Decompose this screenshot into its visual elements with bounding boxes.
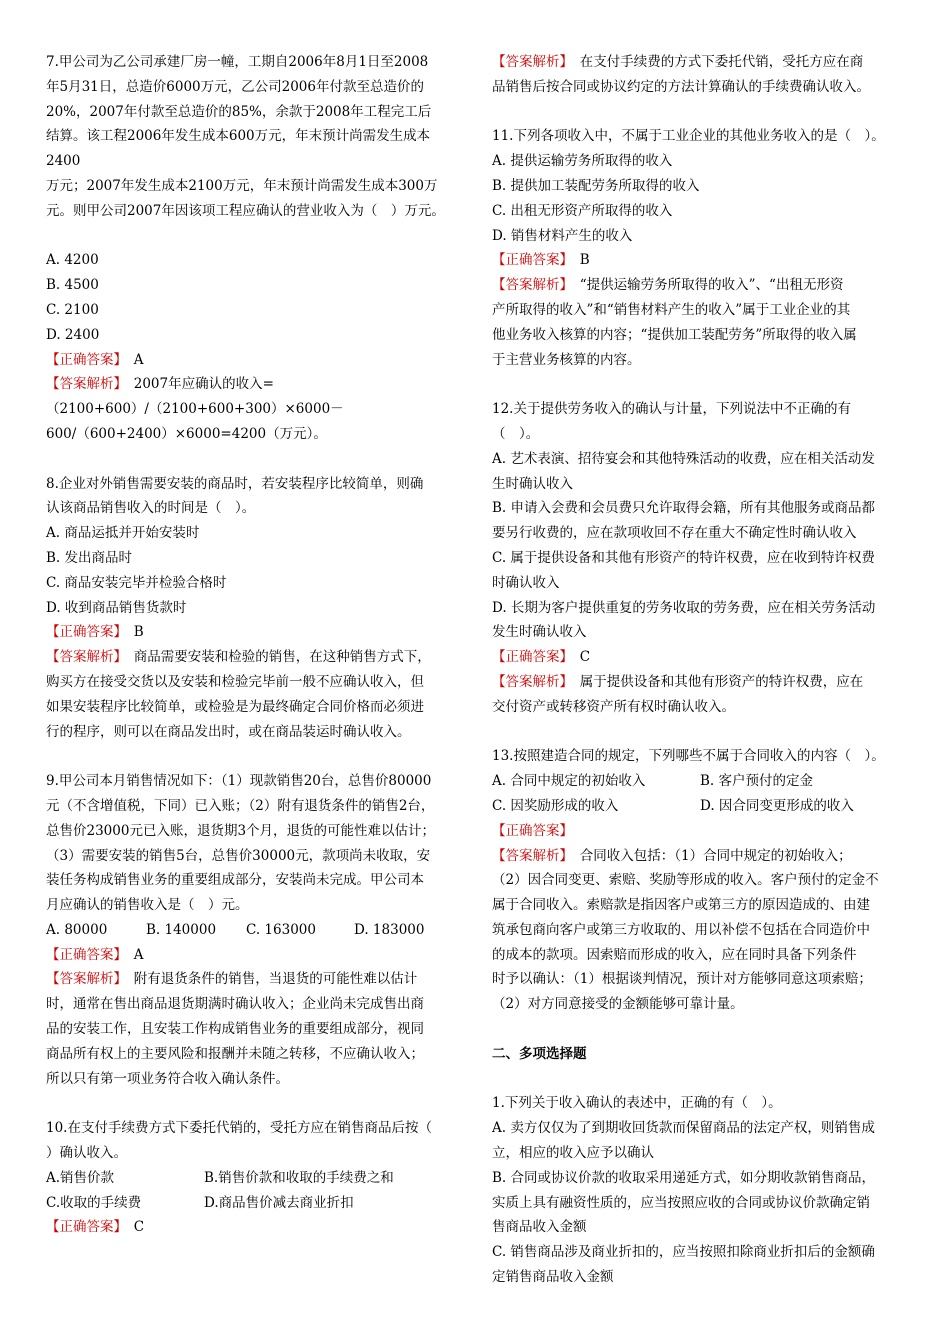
option-d: D. 长期为客户提供重复的劳务收取的劳务费，应在相关劳务活动: [492, 599, 876, 616]
option-a: A.销售价款: [46, 1169, 115, 1186]
answer-tag: 【正确答案】: [492, 252, 567, 269]
answer-value: A: [133, 351, 144, 368]
answer-tag: 【正确答案】: [46, 624, 121, 641]
option-a: A. 提供运输劳务所取得的收入: [492, 153, 673, 170]
question-stem-line: 7.甲公司为乙公司承建厂房一幢，工期自2006年8月1日至2008: [46, 54, 429, 70]
analysis-text: 属于合同收入。索赔款是指因客户或第三方的原因造成的、由建: [492, 897, 870, 914]
question-stem-line: 12.关于提供劳务收入的确认与计量，下列说法中不正确的有: [492, 401, 851, 418]
question-stem-line: 年5月31日，总造价6000万元，乙公司2006年付款至总造价的: [46, 78, 424, 95]
option-a: A. 商品运抵并开始安装时: [46, 525, 200, 542]
answer-tag: 【正确答案】: [46, 351, 121, 368]
analysis-text: 于主营业务核算的内容。: [492, 351, 641, 368]
analysis-tag: 【答案解析】: [492, 673, 567, 690]
option-d: D. 2400: [46, 326, 100, 343]
question-stem-line: 总售价23000元已入账，退货期3个月，退货的可能性难以估计；: [46, 822, 436, 839]
option-a-cont: 生时确认收入: [492, 475, 573, 492]
analysis-text: 行的程序，则可以在商品发出时，或在商品装运时确认收入。: [46, 723, 411, 740]
answer-tag: 【正确答案】: [492, 822, 573, 839]
analysis-text: 的成本的款项。因索赔而形成的收入，应在同时具备下列条件: [492, 946, 857, 963]
analysis-line: [46, 967, 462, 992]
option-d: D. 因合同变更形成的收入: [700, 797, 854, 814]
question-stem-line: 20%，2007年付款至总造价的85%，余款于2008年工程完工后: [46, 103, 432, 120]
option-c-cont: 定销售商品收入金额: [492, 1269, 614, 1286]
option-b: B. 140000: [146, 921, 217, 938]
question-stem-line: 9.甲公司本月销售情况如下：（1）现款销售20台，总售价80000: [46, 773, 432, 790]
option-c: C. 销售商品涉及商业折扣的，应当按照扣除商业折扣后的金额确: [492, 1244, 875, 1261]
analysis-text: 时予以确认：（1）根据谈判情况，预计对方能够同意这项索赔；: [492, 971, 872, 988]
question-stem-line: 10.在支付手续费方式下委托代销的，受托方应在销售商品后按（: [46, 1120, 432, 1137]
option-b-cont: 售商品收入金额: [492, 1219, 587, 1236]
analysis-line: [492, 844, 908, 869]
analysis-text: 属于提供设备和其他有形资产的特许权费，应在: [579, 673, 864, 690]
options-row: [46, 1191, 462, 1216]
question-stem-line: 结算。该工程2006年发生成本600万元，年末预计尚需发生成本: [46, 128, 431, 145]
analysis-text: 如果安装程序比较简单，或检验是为最终确定合同价格而必须进: [46, 698, 424, 715]
answer-tag: 【正确答案】: [46, 1219, 121, 1236]
answer-value: B: [579, 252, 590, 269]
analysis-tag: 【答案解析】: [46, 649, 121, 666]
option-c: C. 163000: [246, 921, 316, 938]
analysis-text: 商品需要安装和检验的销售，在这种销售方式下，: [133, 649, 431, 666]
analysis-tag: 【答案解析】: [492, 54, 567, 70]
question-stem-line: ）确认收入。: [46, 1145, 127, 1162]
analysis-text: 合同收入包括：（1）合同中规定的初始收入；: [579, 847, 852, 864]
option-b: B. 发出商品时: [46, 549, 133, 566]
analysis-text: 交付资产或转移资产所有权时确认收入。: [492, 698, 735, 715]
analysis-text: 商品所有权上的主要风险和报酬并未随之转移，不应确认收入；: [46, 1045, 424, 1062]
section-title: 二、多项选择题: [492, 1045, 587, 1062]
analysis-line: [492, 670, 908, 695]
question-stem-line: 装任务构成销售业务的重要组成部分，安装尚未完成。甲公司本: [46, 872, 424, 889]
analysis-tag: 【答案解析】: [492, 277, 567, 294]
option-c: C. 出租无形资产所取得的收入: [492, 202, 673, 219]
option-d: D. 收到商品销售货款时: [46, 599, 187, 616]
question-stem-line: 1.下列关于收入确认的表述中，正确的有（ ）。: [492, 1095, 782, 1112]
question-10: [46, 1116, 462, 1240]
question-stem-line: 元（不含增值税，下同）已入账；（2）附有退货条件的销售2台，: [46, 797, 435, 814]
question-stem-line: 11.下列各项收入中，不属于工业企业的其他业务收入的是（ ）。: [492, 128, 885, 145]
option-b: B. 4500: [46, 277, 99, 294]
question-7: [46, 50, 462, 447]
answer-line: [46, 620, 462, 645]
answer-line: [46, 943, 462, 968]
analysis-tag: 【答案解析】: [492, 847, 567, 864]
analysis-text: （2）对方同意接受的金额能够可靠计量。: [492, 996, 744, 1013]
question-10-analysis: [492, 50, 908, 100]
question-stem-line: 万元；2007年发生成本2100万元，年末预计尚需发生成本300万: [46, 177, 438, 194]
question-9: [46, 769, 462, 1091]
options-row: [46, 1166, 462, 1191]
question-stem-line: 13.按照建造合同的规定，下列哪些不属于合同收入的内容（ ）。: [492, 748, 885, 765]
analysis-text: 筑承包商向客户或第三方收取的、用以补偿不包括在合同造价中: [492, 921, 870, 938]
analysis-text: 600/（600+2400）×6000=4200（万元）。: [46, 425, 327, 442]
analysis-text: 所以只有第一项业务符合收入确认条件。: [46, 1070, 289, 1087]
question-stem-line: 8.企业对外销售需要安装的商品时，若安装程序比较简单，则确: [46, 475, 424, 492]
option-c: C. 因奖励形成的收入: [492, 797, 619, 814]
question-11: [492, 124, 908, 372]
option-d-cont: 发生时确认收入: [492, 624, 587, 641]
right-column: [492, 50, 908, 1290]
answer-line: [492, 248, 908, 273]
question-13: [492, 744, 908, 1017]
option-b: B. 合同或协议价款的收取采用递延方式，如分期收款销售商品，: [492, 1169, 876, 1186]
question-stem-line: 月应确认的销售收入是（ ）元。: [46, 897, 249, 914]
options-row: [46, 918, 462, 943]
analysis-text: 时，通常在售出商品退货期满时确认收入；企业尚未完成售出商: [46, 996, 424, 1013]
option-b: B. 申请入会费和会员费只允许取得会籍，所有其他服务或商品都: [492, 500, 876, 517]
option-b: B. 提供加工装配劳务所取得的收入: [492, 177, 700, 194]
answer-value: C: [133, 1219, 145, 1236]
options-row: [492, 794, 908, 819]
analysis-text: 产所取得的收入”和“销售材料产生的收入”属于工业企业的其: [492, 301, 851, 318]
option-a: A. 80000: [46, 921, 108, 938]
answer-line: [46, 348, 462, 373]
answer-tag: 【正确答案】: [46, 946, 121, 963]
analysis-text: 2007年应确认的收入=: [133, 376, 274, 393]
analysis-line: [492, 50, 908, 75]
answer-value: C: [579, 649, 591, 666]
analysis-text: 购买方在接受交货以及安装和检验完毕前一般不应确认收入，但: [46, 673, 424, 690]
option-b: B. 客户预付的定金: [700, 773, 814, 790]
answer-tag: 【正确答案】: [492, 649, 567, 666]
left-column: [46, 50, 462, 1240]
analysis-tag: 【答案解析】: [46, 971, 121, 988]
question-stem-line: 2400: [46, 153, 81, 170]
analysis-text: 他业务收入核算的内容；“提供加工装配劳务”所取得的收入属: [492, 326, 857, 343]
option-d: D.商品售价减去商业折扣: [204, 1194, 354, 1211]
option-c: C.收取的手续费: [46, 1194, 142, 1211]
option-d: D. 销售材料产生的收入: [492, 227, 633, 244]
option-c: C. 2100: [46, 301, 99, 318]
option-c-cont: 时确认收入: [492, 574, 560, 591]
question-stem-line: 元。则甲公司2007年因该项工程应确认的营业收入为（ ）万元。: [46, 202, 445, 219]
option-a: A. 艺术表演、招待宴会和其他特殊活动的收费，应在相关活动发: [492, 450, 875, 467]
analysis-text: （2100+600）/（2100+600+300）×6000－: [46, 401, 344, 418]
answer-value: A: [133, 946, 144, 963]
analysis-text: 品销售后按合同或协议约定的方法计算确认的手续费确认收入。: [492, 78, 870, 95]
question-stem-line: （ ）。: [492, 425, 540, 442]
analysis-line: [492, 273, 908, 298]
option-a: A. 4200: [46, 252, 99, 269]
option-a: A. 合同中规定的初始收入: [492, 773, 646, 790]
option-d: D. 183000: [354, 921, 425, 938]
option-b: B.销售价款和收取的手续费之和: [204, 1169, 394, 1186]
analysis-text: 附有退货条件的销售，当退货的可能性难以估计: [133, 971, 418, 988]
option-b-cont: 实质上具有融资性质的，应当按照应收的合同或协议价款确定销: [492, 1194, 870, 1211]
question-8: [46, 472, 462, 745]
question-12: [492, 397, 908, 719]
option-b-cont: 要另行收费的，应在款项收回不存在重大不确定性时确认收入: [492, 525, 857, 542]
answer-line: [492, 645, 908, 670]
analysis-line: [46, 645, 462, 670]
option-a: A. 卖方仅仅为了到期收回货款而保留商品的法定产权，则销售成: [492, 1120, 875, 1137]
answer-line: [492, 819, 908, 844]
option-c: C. 属于提供设备和其他有形资产的特许权费，应在收到特许权费: [492, 549, 875, 566]
analysis-text: （2）因合同变更、索赔、奖励等形成的收入。客户预付的定金不: [492, 872, 879, 889]
multi-question-1: [492, 1091, 908, 1289]
options-row: [492, 769, 908, 794]
answer-value: B: [133, 624, 144, 641]
analysis-text: “提供运输劳务所取得的收入”、“出租无形资: [579, 277, 844, 294]
analysis-tag: 【答案解析】: [46, 376, 121, 393]
analysis-line: [46, 372, 462, 397]
analysis-text: 在支付手续费的方式下委托代销，受托方应在商: [579, 54, 864, 70]
analysis-text: 品的安装工作，且安装工作构成销售业务的重要组成部分，视同: [46, 1021, 424, 1038]
answer-line: [46, 1215, 462, 1240]
question-stem-line: （3）需要安装的销售5台，总售价30000元，款项尚未收取，安: [46, 847, 431, 864]
option-a-cont: 立，相应的收入应予以确认: [492, 1145, 654, 1162]
option-c: C. 商品安装完毕并检验合格时: [46, 574, 227, 591]
question-stem-line: 认该商品销售收入的时间是（ ）。: [46, 500, 256, 517]
